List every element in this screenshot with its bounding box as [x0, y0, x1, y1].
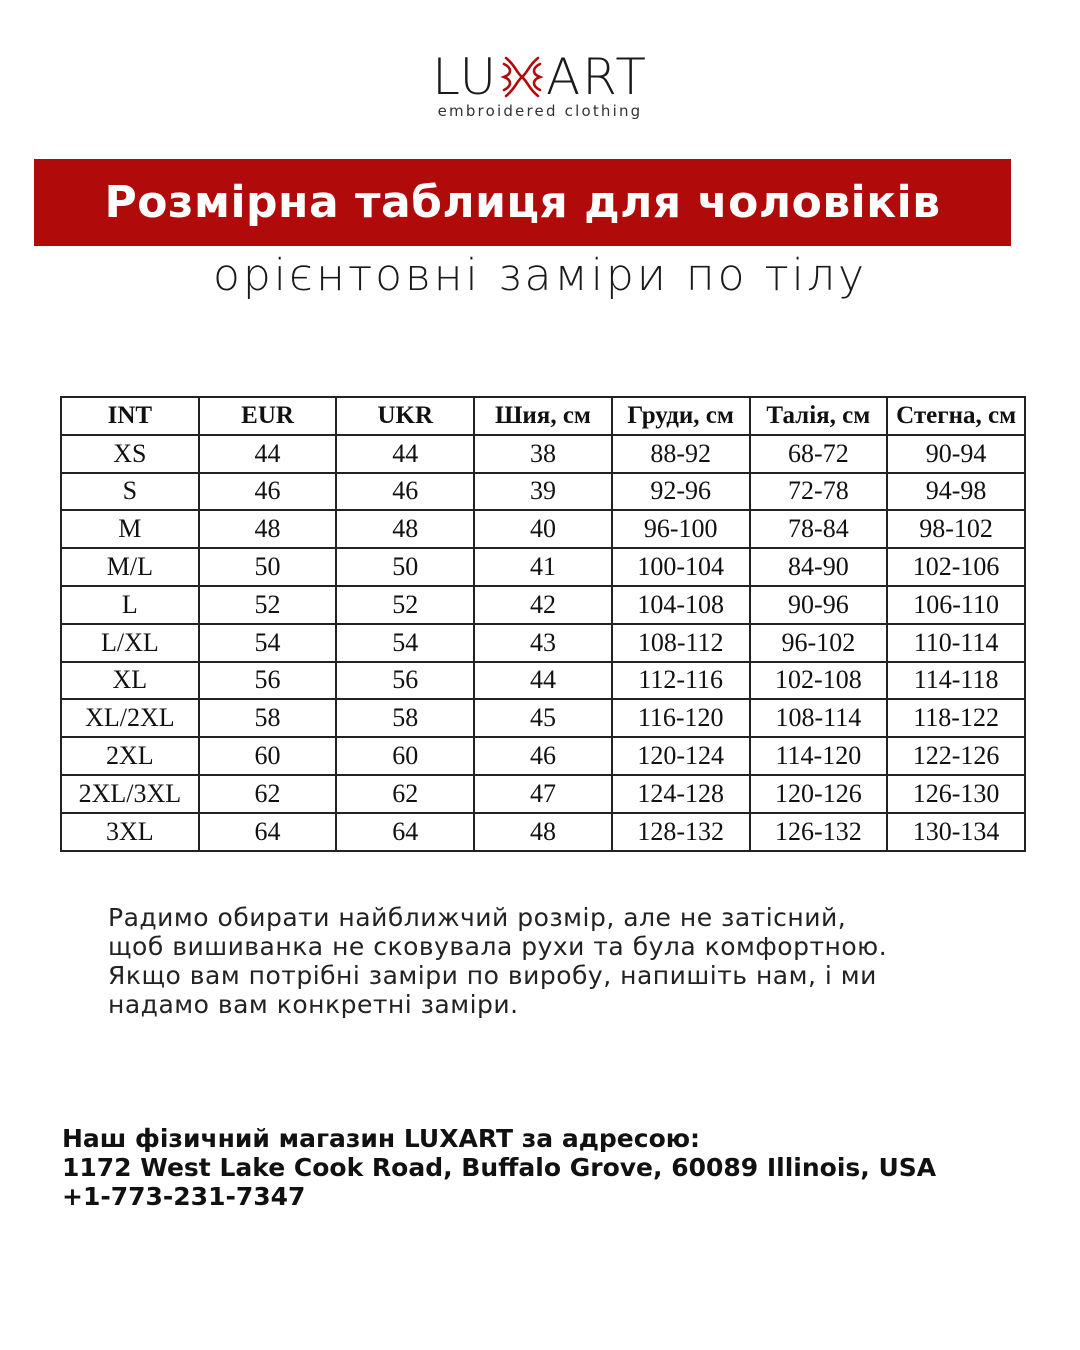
- cell-int: M: [61, 510, 199, 548]
- cell-int: XL/2XL: [61, 699, 199, 737]
- header-ukr: UKR: [336, 397, 474, 435]
- cell-eur: 56: [199, 662, 337, 700]
- cell-hips: 106-110: [887, 586, 1025, 624]
- table-row: [61, 662, 1025, 700]
- cell-chest: 92-96: [612, 473, 750, 511]
- cell-ukr: 64: [336, 813, 474, 851]
- cell-chest: 128-132: [612, 813, 750, 851]
- cell-chest: 96-100: [612, 510, 750, 548]
- title-banner: [34, 159, 1011, 246]
- cell-waist: 126-132: [750, 813, 888, 851]
- store-heading: Наш фізичний магазин LUXART за адресою:: [62, 1124, 701, 1153]
- cell-neck: 48: [474, 813, 612, 851]
- cell-waist: 102-108: [750, 662, 888, 700]
- cell-waist: 114-120: [750, 737, 888, 775]
- cell-ukr: 46: [336, 473, 474, 511]
- table-header-row: [61, 397, 1025, 435]
- cell-eur: 52: [199, 586, 337, 624]
- cell-waist: 90-96: [750, 586, 888, 624]
- cell-neck: 39: [474, 473, 612, 511]
- table-row: [61, 737, 1025, 775]
- cell-chest: 112-116: [612, 662, 750, 700]
- table-row: [61, 473, 1025, 511]
- cell-hips: 126-130: [887, 775, 1025, 813]
- cell-waist: 68-72: [750, 435, 888, 473]
- cell-hips: 122-126: [887, 737, 1025, 775]
- cell-chest: 120-124: [612, 737, 750, 775]
- cell-neck: 44: [474, 662, 612, 700]
- note-line: Радимо обирати найближчий розмір, але не затісний,: [108, 903, 847, 932]
- cell-int: L: [61, 586, 199, 624]
- cell-eur: 54: [199, 624, 337, 662]
- cell-hips: 90-94: [887, 435, 1025, 473]
- cell-neck: 41: [474, 548, 612, 586]
- cell-eur: 46: [199, 473, 337, 511]
- cell-neck: 45: [474, 699, 612, 737]
- header-hips: Стегна, см: [887, 397, 1025, 435]
- cell-int: M/L: [61, 548, 199, 586]
- store-address: 1172 West Lake Cook Road, Buffalo Grove, 60089 Illinois, USA: [62, 1153, 937, 1182]
- embroidery-cross-icon: [500, 54, 544, 100]
- cell-hips: 118-122: [887, 699, 1025, 737]
- cell-waist: 120-126: [750, 775, 888, 813]
- cell-ukr: 58: [336, 699, 474, 737]
- cell-hips: 98-102: [887, 510, 1025, 548]
- cell-eur: 64: [199, 813, 337, 851]
- header-waist: Талія, см: [750, 397, 888, 435]
- fit-advice-note: [108, 903, 1008, 1019]
- logo-tagline: embroidered clothing: [437, 102, 643, 120]
- store-phone[interactable]: +1-773-231-7347: [62, 1182, 306, 1211]
- cell-int: 2XL: [61, 737, 199, 775]
- store-info: [62, 1124, 1042, 1211]
- cell-neck: 43: [474, 624, 612, 662]
- cell-waist: 78-84: [750, 510, 888, 548]
- size-table: [60, 396, 1026, 852]
- cell-ukr: 52: [336, 586, 474, 624]
- cell-waist: 108-114: [750, 699, 888, 737]
- cell-ukr: 50: [336, 548, 474, 586]
- page-subtitle: орієнтовні заміри по тілу: [212, 250, 868, 301]
- cell-hips: 102-106: [887, 548, 1025, 586]
- cell-chest: 104-108: [612, 586, 750, 624]
- cell-eur: 58: [199, 699, 337, 737]
- brand-logo: [0, 50, 1080, 120]
- cell-ukr: 56: [336, 662, 474, 700]
- cell-ukr: 44: [336, 435, 474, 473]
- cell-int: XL: [61, 662, 199, 700]
- cell-int: L/XL: [61, 624, 199, 662]
- cell-ukr: 54: [336, 624, 474, 662]
- header-chest: Груди, см: [612, 397, 750, 435]
- cell-chest: 88-92: [612, 435, 750, 473]
- cell-chest: 124-128: [612, 775, 750, 813]
- cell-chest: 116-120: [612, 699, 750, 737]
- logo-wordmark: [432, 50, 648, 104]
- cell-eur: 60: [199, 737, 337, 775]
- table-row: [61, 510, 1025, 548]
- table-row: [61, 813, 1025, 851]
- cell-hips: 114-118: [887, 662, 1025, 700]
- cell-neck: 42: [474, 586, 612, 624]
- header-int: INT: [61, 397, 199, 435]
- cell-eur: 50: [199, 548, 337, 586]
- table-row: [61, 775, 1025, 813]
- cell-neck: 38: [474, 435, 612, 473]
- note-line: щоб вишиванка не сковувала рухи та була комфортною.: [108, 932, 888, 961]
- cell-ukr: 48: [336, 510, 474, 548]
- cell-eur: 44: [199, 435, 337, 473]
- table-row: [61, 624, 1025, 662]
- cell-neck: 40: [474, 510, 612, 548]
- cell-waist: 72-78: [750, 473, 888, 511]
- cell-hips: 110-114: [887, 624, 1025, 662]
- cell-eur: 62: [199, 775, 337, 813]
- page-title: Розмірна таблиця для чоловіків: [104, 177, 941, 228]
- cell-chest: 108-112: [612, 624, 750, 662]
- table-row: [61, 699, 1025, 737]
- cell-neck: 47: [474, 775, 612, 813]
- table-row: [61, 586, 1025, 624]
- cell-int: 2XL/3XL: [61, 775, 199, 813]
- cell-hips: 94-98: [887, 473, 1025, 511]
- note-line: Якщо вам потрібні заміри по виробу, напишіть нам, і ми: [108, 961, 877, 990]
- cell-ukr: 62: [336, 775, 474, 813]
- cell-hips: 130-134: [887, 813, 1025, 851]
- cell-int: 3XL: [61, 813, 199, 851]
- logo-word-left: LU: [432, 48, 499, 106]
- cell-waist: 96-102: [750, 624, 888, 662]
- note-line: надамо вам конкретні заміри.: [108, 990, 519, 1019]
- cell-eur: 48: [199, 510, 337, 548]
- header-eur: EUR: [199, 397, 337, 435]
- cell-neck: 46: [474, 737, 612, 775]
- table-row: [61, 435, 1025, 473]
- cell-ukr: 60: [336, 737, 474, 775]
- cell-chest: 100-104: [612, 548, 750, 586]
- header-neck: Шия, см: [474, 397, 612, 435]
- cell-waist: 84-90: [750, 548, 888, 586]
- table-row: [61, 548, 1025, 586]
- cell-int: S: [61, 473, 199, 511]
- logo-word-right: ART: [546, 48, 648, 106]
- cell-int: XS: [61, 435, 199, 473]
